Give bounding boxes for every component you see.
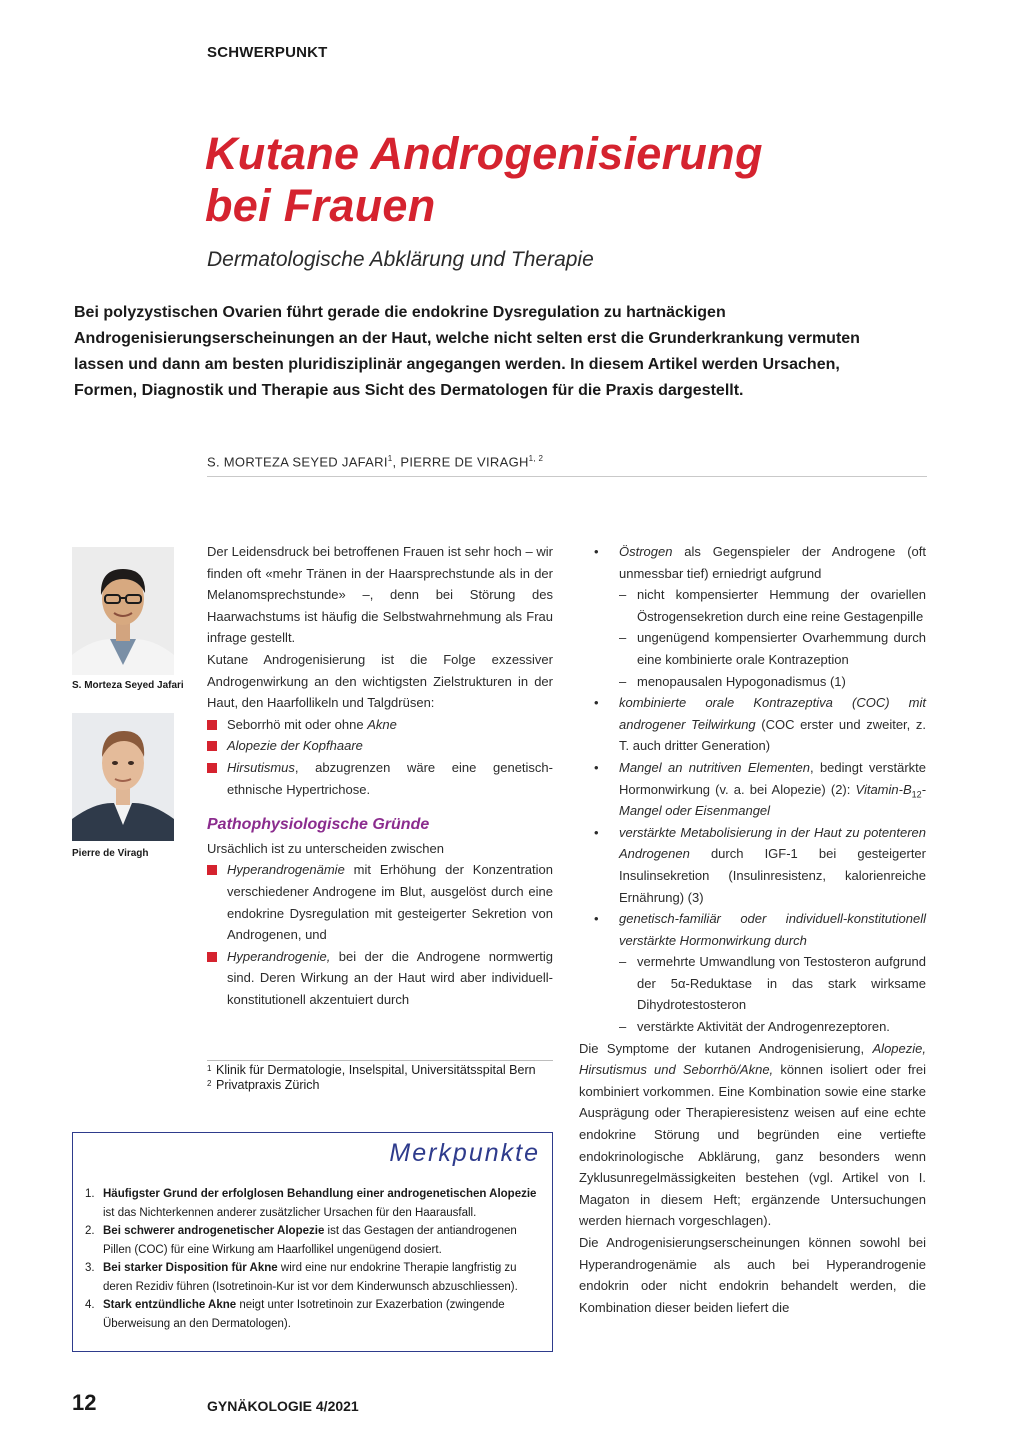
paragraph (579, 1038, 926, 1232)
text: ist das Nichterkennen anderer zusätzlicher Ursachen für den Haarausfall. (103, 1206, 477, 1219)
text: bei der die Androgene normwertig sind. Deren Wirkung an der Haut wird aber individuell-konstitutionell akzentuiert durch (227, 948, 553, 1007)
item-number: 2. (85, 1225, 95, 1237)
author-1: S. MORTEZA SEYED JAFARI (207, 454, 388, 470)
section-kicker: SCHWERPUNKT (207, 44, 328, 61)
list-item (579, 822, 926, 908)
author-line (207, 454, 543, 469)
text: (COC erster und zweiter, z. T. auch dritter Generation) (619, 716, 926, 754)
cause-list (207, 859, 553, 1010)
text: kombinierte orale Kontrazeptiva (COC) mit androgener Teilwirkung (619, 695, 926, 732)
paragraph: Kutane Androgenisierung ist die Folge exzessiver Androgenwirkung an den wichtigsten Zielstrukturen in der Haut, den Haarfollikeln und Talgdrüsen: (207, 651, 553, 711)
alpha-symbol: α (677, 975, 686, 991)
text: Klinik für Dermatologie, Inselspital, Universitätsspital Bern (216, 1063, 536, 1077)
sub-list-item (579, 951, 926, 1016)
text: -Reduktase in das stark wirksame Dihydrotestosteron (637, 975, 926, 1013)
footnote-divider (207, 1060, 553, 1061)
footnote-2 (207, 1078, 553, 1093)
text: wird eine nur endokrine Therapie langfristig zu deren Rezidiv führen (Isotretinoin-Kur ist vor dem Kinderwunsch abzuschliessen). (103, 1262, 518, 1293)
text: Bei schwerer androgenetischer Alopezie (103, 1225, 325, 1237)
sub-list-item: – ungenügend kompensierter Ovarhemmung durch eine kombinierte orale Kontrazeption (579, 627, 926, 670)
text: Privatpraxis Zürich (216, 1078, 320, 1092)
list-item (83, 1185, 543, 1222)
text: Alopezie, Hirsutismus und Seborrhö/Akne, (579, 1040, 926, 1078)
sub-list-item: – nicht kompensierter Hemmung der ovariellen Östrogensekretion durch eine reine Gestagenpille (579, 584, 926, 627)
footnotes (207, 1063, 553, 1093)
merkpunkte-list (83, 1185, 543, 1333)
merkpunkte-box (72, 1132, 553, 1352)
article-title (205, 128, 763, 232)
photo-caption-jafari: S. Morteza Seyed Jafari (72, 680, 184, 691)
author-photo-viragh (72, 713, 174, 841)
text: mit Erhöhung der Konzentration verschiedener Androgene im Blut, ausgelöst durch eine endokrine Dysregulation mit gesteigerter Sekretion von Androgenen, und (227, 862, 553, 943)
journal-issue: GYNÄKOLOGIE 4/2021 (207, 1398, 359, 1414)
author-2-affil: 1, 2 (528, 454, 544, 463)
text: ist das Gestagen der antiandrogenen Pillen (COC) für eine Wirkung am Haarfollikel ungenügend dosiert. (103, 1225, 517, 1256)
list-item (579, 908, 926, 951)
left-column (207, 541, 553, 1010)
section-heading: Pathophysiologische Gründe (207, 816, 430, 834)
text: als Gegenspieler der Androgene (oft unmessbar tief) erniedrigt aufgrund (619, 544, 926, 581)
text: vermehrte Umwandlung von Testosteron aufgrund der 5 (637, 954, 926, 991)
author-photo-jafari (72, 547, 174, 675)
symptom-list (207, 714, 553, 800)
sub-list-item: – menopausalen Hypogonadismus (1) (579, 671, 926, 693)
text: Seborrhö mit oder ohne (227, 716, 368, 732)
text: verstärkte Metabolisierung in der Haut zu potenteren Androgenen (619, 824, 926, 862)
text: Häufigster Grund der erfolglosen Behandlung einer androgenetischen Alopezie (103, 1188, 537, 1200)
list-item (83, 1296, 543, 1333)
text: Hyperandrogenämie (227, 862, 345, 878)
text: , bedingt verstärkte Hormonwirkung (v. a. bei Alopezie) (2): (619, 759, 926, 797)
photo-caption-viragh: Pierre de Viragh (72, 848, 149, 859)
text: Vitamin-B (855, 781, 912, 797)
author-1-affil: 1 (387, 454, 393, 463)
paragraph: Der Leidensdruck bei betroffenen Frauen ist sehr hoch – wir finden oft «mehr Tränen in der Haarsprechstunde als in der Melanomsprechstunde» –, denn bei Störung des Haarwachstums ist häufig die Selbstwahrnehmung als Frau infrage gestellt. (207, 544, 553, 646)
title-line-1: Kutane Androgenisierung (205, 128, 763, 179)
list-item (207, 714, 553, 736)
text: -Mangel oder Eisenmangel (619, 781, 926, 819)
text: neigt unter Isotretinoin zur Exazerbation (zwingende Überweisung an den Dermatologen). (103, 1299, 505, 1330)
list-item (579, 757, 926, 822)
paragraph: Die Androgenisierungserscheinungen können sowohl bei Hyperandrogenämie als auch bei Hyperandrogenie endokrin oder nicht endokrin behandelt werden, die Kombination dieser beiden liefert die (579, 1235, 926, 1315)
footnote-1 (207, 1063, 553, 1078)
list-item (207, 757, 553, 800)
merkpunkte-title: Merkpunkte (389, 1139, 540, 1167)
item-number: 4. (85, 1299, 95, 1311)
text: Östrogen (619, 544, 673, 559)
list-item (579, 692, 926, 757)
factor-list (579, 541, 926, 1038)
author-divider (207, 476, 927, 477)
text: Mangel an nutritiven Elementen (619, 759, 810, 775)
item-number: 3. (85, 1262, 95, 1274)
text: Akne (367, 716, 397, 732)
footnote-marker: 2 (207, 1079, 212, 1088)
text: Hyperandrogenie, (227, 948, 331, 964)
title-line-2: bei Frauen (205, 180, 436, 231)
sub-list-item: – verstärkte Aktivität der Androgenrezeptoren. (579, 1016, 926, 1038)
author-2: PIERRE DE VIRAGH (400, 454, 529, 470)
text: Alopezie der Kopfhaare (227, 738, 363, 754)
text: Die Symptome der kutanen Androgenisierung, (579, 1040, 873, 1056)
list-item (579, 541, 926, 584)
text: Hirsutismus (227, 759, 295, 775)
subscript: 12 (911, 789, 922, 800)
article-subtitle: Dermatologische Abklärung und Therapie (207, 248, 594, 271)
text: Stark entzündliche Akne (103, 1299, 237, 1311)
text: , abzugrenzen wäre eine genetisch-ethnische Hypertrichose. (227, 759, 553, 797)
footnote-marker: 1 (207, 1064, 212, 1073)
list-item (207, 946, 553, 1011)
list-item (207, 735, 553, 757)
list-item (83, 1259, 543, 1296)
paragraph: Ursächlich ist zu unterscheiden zwischen (207, 840, 444, 856)
right-column (579, 541, 926, 1318)
text: können isoliert oder frei kombiniert vorkommen. Eine Kombination sowie eine starke Ausprägung oder Therapieresistenz weisen auf eine echte endokrine Störung und begründen eine vertiefte endokrinologische Abklärung, ganz besonders wenn Zyklusunregelmässigkeiten bestehen (vgl. Artikel von I. Magaton in diesem Heft; ergänzende Untersuchungen werden hiernach vorgeschlagen). (579, 1062, 926, 1229)
text: durch IGF-1 bei gesteigerter Insulinsekretion (Insulinresistenz, kalorienreiche Ernährung) (3) (619, 846, 926, 905)
author-separator: , (392, 454, 401, 470)
item-number: 1. (85, 1188, 95, 1200)
page-number: 12 (72, 1390, 97, 1415)
list-item (207, 859, 553, 945)
lead-paragraph: Bei polyzystischen Ovarien führt gerade die endokrine Dysregulation zu hartnäckigen Androgenisierungserscheinungen an der Haut, welche nicht selten erst die Grunderkrankung vermuten lassen und dann am besten pluridisziplinär angegangen werden. In diesem Artikel werden Ursachen, Formen, Diagnostik und Therapie aus Sicht des Dermatologen für die Praxis dargestellt. (74, 304, 860, 399)
text: genetisch-familiär oder individuell-konstitutionell verstärkte Hormonwirkung durch (619, 911, 926, 948)
text: Bei starker Disposition für Akne (103, 1262, 278, 1274)
list-item (83, 1222, 543, 1259)
